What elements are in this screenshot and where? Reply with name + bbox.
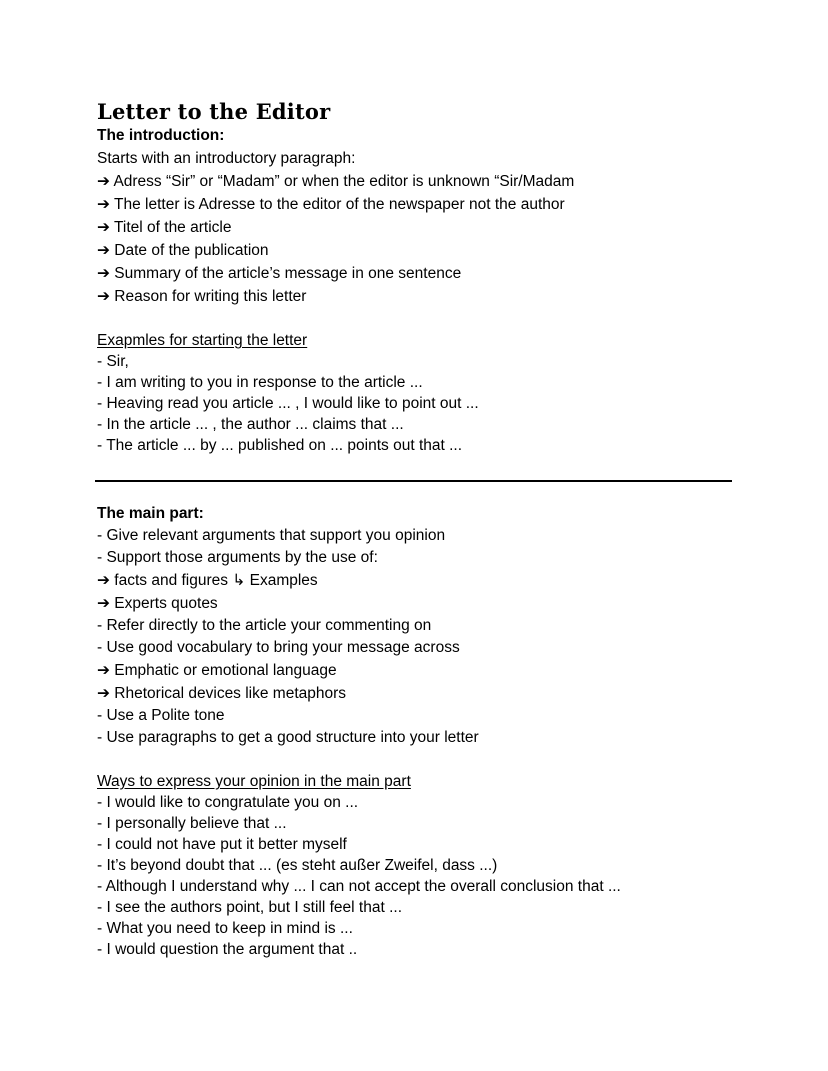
main-part-item: - Use a Polite tone	[97, 707, 225, 724]
opinion-item: - I could not have put it better myself	[97, 836, 347, 853]
main-part-item: - Refer directly to the article your commenting on	[97, 617, 432, 634]
opinion-item: - I personally believe that ...	[97, 815, 287, 832]
introduction-heading: The introduction:	[97, 127, 225, 144]
main-part-item: ➔ Emphatic or emotional language	[97, 662, 337, 679]
main-part-item: ➔ Rhetorical devices like metaphors	[97, 685, 347, 702]
examples-section	[97, 330, 737, 456]
document-page	[97, 99, 737, 960]
introduction-point: ➔ Titel of the article	[97, 219, 232, 236]
example-item: - In the article ... , the author ... claims that ...	[97, 416, 404, 433]
example-item: - Heaving read you article ... , I would like to point out ...	[97, 395, 479, 412]
main-part-item: ➔ facts and figures ↳ Examples	[97, 572, 318, 589]
spacer	[97, 308, 737, 330]
introduction-point: ➔ The letter is Adresse to the editor of the newspaper not the author	[97, 196, 565, 213]
example-item: - I am writing to you in response to the article ...	[97, 374, 423, 391]
spacer	[97, 482, 737, 503]
main-part-heading: The main part:	[97, 505, 204, 522]
opinion-item: - Although I understand why ... I can not accept the overall conclusion that ...	[97, 878, 621, 895]
introduction-point: ➔ Reason for writing this letter	[97, 288, 307, 305]
main-part-item: - Use paragraphs to get a good structure into your letter	[97, 729, 479, 746]
main-part-item: - Use good vocabulary to bring your message across	[97, 639, 460, 656]
introduction-point: ➔ Adress “Sir” or “Madam” or when the editor is unknown “Sir/Madam	[97, 173, 575, 190]
spacer	[97, 749, 737, 771]
introduction-point: ➔ Date of the publication	[97, 242, 269, 259]
introduction-point: ➔ Summary of the article’s message in one sentence	[97, 265, 462, 282]
main-part-item: ➔ Experts quotes	[97, 595, 218, 612]
opinion-item: - It’s beyond doubt that ... (es steht außer Zweifel, dass ...)	[97, 857, 498, 874]
document-title: Letter to the Editor	[97, 99, 331, 124]
example-item: - The article ... by ... published on ... points out that ...	[97, 437, 463, 454]
main-part-item: - Support those arguments by the use of:	[97, 549, 378, 566]
opinion-section	[97, 771, 737, 960]
opinion-item: - I would like to congratulate you on ...	[97, 794, 359, 811]
introduction-section	[97, 125, 737, 308]
main-part-section	[97, 503, 737, 749]
examples-heading: Exapmles for starting the letter	[97, 332, 308, 349]
opinion-item: - What you need to keep in mind is ...	[97, 920, 353, 937]
example-item: - Sir,	[97, 353, 129, 370]
main-part-item: - Give relevant arguments that support you opinion	[97, 527, 446, 544]
opinion-item: - I would question the argument that ..	[97, 941, 358, 958]
introduction-lead: Starts with an introductory paragraph:	[97, 150, 356, 167]
opinion-item: - I see the authors point, but I still feel that ...	[97, 899, 402, 916]
opinion-heading: Ways to express your opinion in the main part	[97, 773, 411, 790]
